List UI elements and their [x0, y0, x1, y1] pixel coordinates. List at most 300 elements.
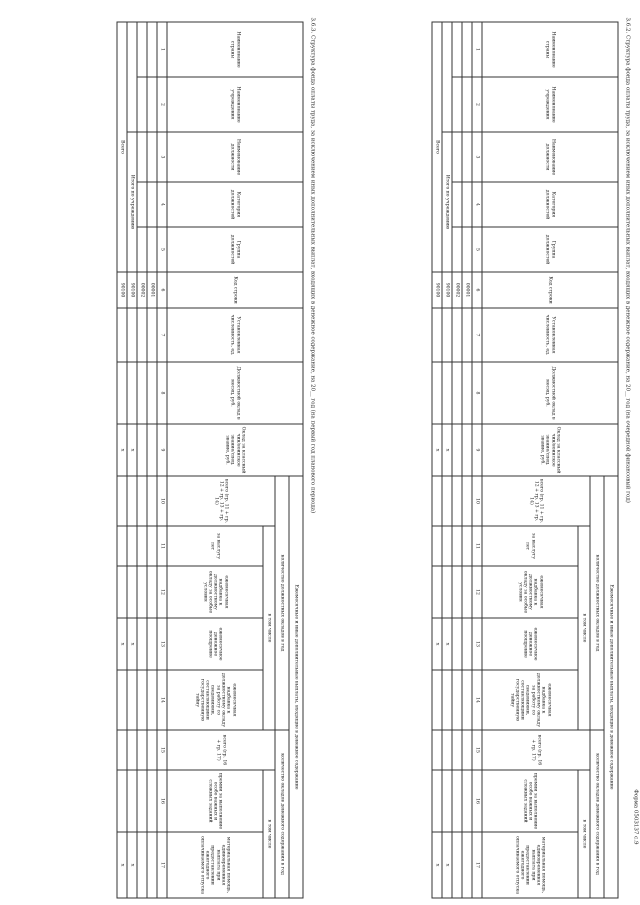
header-c13 — [482, 618, 578, 670]
column-number — [157, 730, 167, 770]
header-c4 — [482, 182, 618, 227]
column-number — [157, 362, 167, 424]
row-code-text: 00002 — [454, 282, 460, 298]
total-cell — [117, 476, 127, 526]
subtotal-row — [442, 22, 452, 898]
header-c12-text: ежемесячная надбавка к должностному окладу за особые условия — [202, 570, 229, 614]
header-c7-text: Установленная численность, ед. — [545, 314, 556, 356]
total-row — [117, 22, 127, 898]
table-cell — [452, 526, 462, 566]
header-c15-text: всего (гр. 16 + гр. 17) — [531, 734, 542, 766]
subtotal-cell — [442, 670, 452, 730]
table-cell — [462, 182, 472, 227]
total-cell — [432, 424, 442, 476]
subtotal-code — [127, 272, 137, 308]
column-number — [472, 182, 482, 227]
column-numbers-row — [157, 22, 167, 898]
table-cell — [462, 308, 472, 362]
section-1-title: 3.6.2. Структура фонда оплаты труда, за исключением иных дополнительных выплат, входящих в денежное содержание, на 20__ год (на очередной финансовый год) — [624, 17, 631, 503]
subtotal-cell — [442, 362, 452, 424]
header-group-main — [604, 476, 618, 898]
table-cell — [137, 476, 147, 526]
subtotal-code — [442, 272, 452, 308]
header-c10 — [482, 476, 590, 526]
table-cell — [462, 227, 472, 272]
table-cell — [137, 424, 147, 476]
table-cell — [147, 832, 157, 898]
table-cell — [452, 670, 462, 730]
header-c5-text: Группа должностей — [545, 234, 556, 265]
table-cell — [452, 77, 462, 132]
subtotal-cell — [442, 730, 452, 770]
header-c3 — [167, 132, 303, 182]
header-c1-text: Наименование страны — [545, 31, 556, 68]
total-code — [117, 272, 127, 308]
header-c9-text: Оклад за классный чин/воинское звание/спец. звание, руб. — [539, 426, 561, 474]
header-group-amount — [590, 730, 604, 898]
column-number — [157, 22, 167, 77]
table-cell — [452, 476, 462, 526]
row-code — [452, 272, 462, 308]
header-c6 — [167, 272, 303, 308]
column-number — [157, 476, 167, 526]
header-c9 — [167, 424, 303, 476]
total-cell-text: х — [119, 642, 126, 646]
header-c17-text: материальная помощь, единовременная выплата при предоставлении ежегодного оплачиваемого отпуска — [199, 836, 231, 894]
column-number-text: 8 — [474, 391, 480, 395]
header-c8-text: Должностной оклад в месяц, руб. — [230, 366, 241, 420]
header-c10-text: всего (гр. 11 + гр. 12 + гр. 13 + гр. 14) — [213, 479, 229, 523]
header-c13-text: ежемесячное денежное поощрение — [522, 627, 538, 661]
column-number-text: 17 — [159, 862, 165, 868]
column-number-text: 15 — [159, 747, 165, 753]
column-number — [472, 832, 482, 898]
column-number-text: 13 — [474, 641, 480, 647]
table-cell — [462, 770, 472, 832]
table-row — [462, 22, 472, 898]
column-number-text: 11 — [159, 543, 165, 549]
header-c16 — [482, 770, 578, 832]
table-cell — [462, 730, 472, 770]
total-label — [432, 22, 442, 272]
subtotal-cell — [127, 730, 137, 770]
header-c2-text: Наименование учреждения — [230, 86, 241, 123]
header-c11 — [167, 526, 263, 566]
subtotal-cell — [127, 526, 137, 566]
header-group-count — [275, 476, 289, 730]
header-c14-text: ежемесячная надбавка к должностному окладу за работу со сведениями, составляющими государственную тайну — [509, 672, 552, 728]
row-code — [147, 272, 157, 308]
total-cell — [432, 362, 442, 424]
column-number — [157, 832, 167, 898]
table-cell — [147, 476, 157, 526]
header-c15 — [167, 730, 275, 770]
total-cell — [117, 424, 127, 476]
column-number-text: 5 — [474, 248, 480, 251]
header-c16 — [167, 770, 263, 832]
column-numbers-row — [472, 22, 482, 898]
total-cell — [117, 730, 127, 770]
column-number — [157, 272, 167, 308]
header-row — [604, 22, 618, 898]
table-cell — [137, 770, 147, 832]
column-number — [472, 566, 482, 618]
total-label-text: Всего — [434, 140, 440, 154]
header-c3-text: Наименование должности — [230, 138, 241, 176]
table-cell — [452, 182, 462, 227]
table-cell — [147, 308, 157, 362]
header-c9-text: Оклад за классный чин/воинское звание/спец. звание, руб. — [224, 426, 246, 474]
column-number-text: 8 — [159, 391, 165, 395]
page-content — [1, 0, 640, 894]
table-cell — [452, 227, 462, 272]
column-number-text: 7 — [474, 333, 480, 337]
table-cell — [462, 832, 472, 898]
header-c1 — [167, 22, 303, 77]
total-cell — [117, 670, 127, 730]
header-c14 — [482, 670, 578, 730]
header-c2-text: Наименование учреждения — [545, 86, 556, 123]
column-number — [157, 227, 167, 272]
header-c16-text: премии за выполнение особо важных и сложных заданий — [522, 772, 538, 830]
section-2-title: 3.6.3. Структура фонда оплаты труда, за исключением иных дополнительных выплат, входящих в денежное содержание, на 20__ год (на первый год планового периода) — [309, 17, 316, 514]
header-c1 — [482, 22, 618, 77]
table-cell — [462, 132, 472, 182]
column-number-text: 15 — [474, 747, 480, 753]
table-cell — [452, 770, 462, 832]
header-group-amount-text: количество окладов денежного содержания в год — [594, 753, 600, 875]
column-number — [157, 132, 167, 182]
header-c16-text: премии за выполнение особо важных и сложных заданий — [207, 772, 223, 830]
form-number: Форма 0503137 с.9 — [632, 789, 639, 845]
header-c17-text: материальная помощь, единовременная выплата при предоставлении ежегодного оплачиваемого отпуска — [514, 836, 546, 894]
total-cell — [432, 308, 442, 362]
subtotal-label — [127, 132, 137, 272]
header-count-sub-text: в том числе — [581, 613, 587, 643]
header-c11 — [482, 526, 578, 566]
subtotal-cell-text: х — [444, 642, 451, 646]
total-cell — [117, 832, 127, 898]
column-number-text: 16 — [474, 798, 480, 804]
total-cell-text: х — [434, 642, 441, 646]
column-number-text: 11 — [474, 543, 480, 549]
table-cell — [462, 476, 472, 526]
column-number — [472, 22, 482, 77]
column-number-text: 9 — [474, 448, 480, 452]
column-number — [157, 77, 167, 132]
subtotal-cell — [127, 618, 137, 670]
column-number-text: 5 — [159, 248, 165, 251]
header-count-sub-text: в том числе — [266, 613, 272, 643]
column-number-text: 10 — [159, 498, 165, 504]
header-group-amount — [275, 730, 289, 898]
table-cell — [452, 730, 462, 770]
header-group-count-text: количество должностных окладов в год — [279, 554, 285, 652]
table-cell — [137, 618, 147, 670]
row-code — [137, 272, 147, 308]
column-number-text: 4 — [159, 203, 165, 206]
column-number-text: 6 — [474, 288, 480, 292]
subtotal-label — [442, 132, 452, 272]
column-number — [472, 132, 482, 182]
column-number-text: 14 — [474, 697, 480, 703]
total-cell-text: х — [119, 863, 126, 867]
header-c7-text: Установленная численность, ед. — [230, 314, 241, 356]
header-c17 — [167, 832, 263, 898]
subtotal-cell — [442, 308, 452, 362]
table-cell — [137, 22, 147, 77]
table-cell — [147, 182, 157, 227]
rotated-page — [1, 0, 640, 894]
table-cell — [137, 526, 147, 566]
header-amount-sub-text: в том числе — [266, 819, 272, 849]
subtotal-cell — [127, 670, 137, 730]
subtotal-cell — [127, 832, 137, 898]
table-cell — [452, 22, 462, 77]
column-number — [472, 526, 482, 566]
column-number — [472, 730, 482, 770]
subtotal-cell — [442, 770, 452, 832]
column-number — [157, 308, 167, 362]
header-c8 — [482, 362, 618, 424]
table-cell — [452, 362, 462, 424]
column-number — [472, 308, 482, 362]
table-cell — [452, 566, 462, 618]
column-number-text: 3 — [474, 155, 480, 159]
table-cell — [452, 424, 462, 476]
column-number — [472, 770, 482, 832]
header-c4 — [167, 182, 303, 227]
header-c3-text: Наименование должности — [545, 138, 556, 176]
header-c10-text: всего (гр. 11 + гр. 12 + гр. 13 + гр. 14) — [528, 479, 544, 523]
table-cell — [452, 832, 462, 898]
table-cell — [147, 618, 157, 670]
table-cell — [462, 77, 472, 132]
subtotal-label-text: Итого по учреждению — [444, 174, 450, 230]
table-cell — [147, 670, 157, 730]
column-number-text: 4 — [474, 203, 480, 206]
header-c8-text: Должностной оклад в месяц, руб. — [545, 366, 556, 420]
header-c4-text: Категория должностей — [545, 189, 556, 220]
column-number — [472, 670, 482, 730]
table-cell — [147, 730, 157, 770]
header-amount-sub — [578, 770, 590, 898]
total-cell — [432, 618, 442, 670]
subtotal-row — [127, 22, 137, 898]
header-c5-text: Группа должностей — [230, 234, 241, 265]
table-cell — [462, 618, 472, 670]
header-c15 — [482, 730, 590, 770]
subtotal-code-text: 90100 — [444, 282, 450, 298]
table-cell — [147, 770, 157, 832]
table-cell — [147, 566, 157, 618]
subtotal-blank — [127, 22, 137, 132]
column-number — [157, 770, 167, 832]
header-c8 — [167, 362, 303, 424]
header-group-count — [590, 476, 604, 730]
total-code-text: 90100 — [434, 282, 440, 298]
row-code-text: 00002 — [139, 282, 145, 298]
subtotal-cell — [127, 424, 137, 476]
subtotal-cell — [442, 526, 452, 566]
table-cell — [462, 526, 472, 566]
header-c4-text: Категория должностей — [230, 189, 241, 220]
column-number-text: 12 — [474, 589, 480, 595]
subtotal-cell-text: х — [129, 642, 136, 646]
column-number-text: 3 — [159, 155, 165, 159]
subtotal-cell-text: х — [129, 448, 136, 452]
table-cell — [147, 227, 157, 272]
table-cell — [137, 670, 147, 730]
table-cell — [137, 182, 147, 227]
header-count-sub — [578, 526, 590, 730]
header-c11-text: за выслугу лет — [210, 532, 221, 560]
column-number-text: 14 — [159, 697, 165, 703]
column-number-text: 16 — [159, 798, 165, 804]
column-number-text: 17 — [474, 862, 480, 868]
header-c6 — [482, 272, 618, 308]
column-number — [472, 227, 482, 272]
column-number — [472, 424, 482, 476]
subtotal-cell-text: х — [129, 863, 136, 867]
column-number — [472, 362, 482, 424]
total-cell — [117, 566, 127, 618]
subtotal-code-text: 90100 — [129, 282, 135, 298]
section-1-table — [432, 22, 619, 899]
header-c9 — [482, 424, 618, 476]
total-cell — [432, 770, 442, 832]
header-c6-text: Код строки — [232, 276, 238, 304]
column-number — [472, 272, 482, 308]
column-number — [157, 618, 167, 670]
column-number — [472, 618, 482, 670]
subtotal-cell — [127, 362, 137, 424]
header-c12 — [482, 566, 578, 618]
table-cell — [462, 424, 472, 476]
total-cell — [432, 730, 442, 770]
table-cell — [147, 77, 157, 132]
subtotal-cell — [127, 770, 137, 832]
subtotal-label-text: Итого по учреждению — [129, 174, 135, 230]
header-c1-text: Наименование страны — [230, 31, 241, 68]
header-c17 — [482, 832, 578, 898]
header-amount-sub — [263, 770, 275, 898]
table-cell — [137, 566, 147, 618]
table-row — [147, 22, 157, 898]
column-number — [157, 526, 167, 566]
column-number-text: 1 — [474, 48, 480, 51]
total-label — [117, 22, 127, 272]
subtotal-blank — [442, 22, 452, 132]
header-c3 — [482, 132, 618, 182]
header-c15-text: всего (гр. 16 + гр. 17) — [216, 734, 227, 766]
total-code-text: 90100 — [119, 282, 125, 298]
table-cell — [137, 132, 147, 182]
total-cell — [117, 308, 127, 362]
header-c7 — [167, 308, 303, 362]
column-number — [157, 182, 167, 227]
total-cell — [117, 770, 127, 832]
column-number — [157, 670, 167, 730]
subtotal-cell — [442, 476, 452, 526]
header-c11-text: за выслугу лет — [525, 532, 536, 560]
table-cell — [147, 424, 157, 476]
header-c14-text: ежемесячная надбавка к должностному окладу за работу со сведениями, составляющими государственную тайну — [194, 672, 237, 728]
table-row — [452, 22, 462, 898]
header-c2 — [167, 77, 303, 132]
table-cell — [462, 22, 472, 77]
column-number-text: 2 — [474, 103, 480, 106]
total-cell — [432, 476, 442, 526]
table-cell — [462, 670, 472, 730]
column-number — [472, 476, 482, 526]
column-number — [157, 566, 167, 618]
column-number-text: 2 — [159, 103, 165, 106]
table-cell — [452, 132, 462, 182]
column-number-text: 13 — [159, 641, 165, 647]
table-cell — [147, 362, 157, 424]
column-number-text: 1 — [159, 48, 165, 51]
total-cell-text: х — [119, 448, 126, 452]
row-code-text: 00001 — [149, 282, 155, 298]
total-cell — [432, 526, 442, 566]
subtotal-cell — [442, 424, 452, 476]
header-count-sub — [263, 526, 275, 730]
header-group-main-text: Ежемесячные и иные дополнительные выплаты, входящие в денежное содержание — [293, 584, 299, 790]
total-label-text: Всего — [119, 140, 125, 154]
header-c10 — [167, 476, 275, 526]
table-cell — [462, 362, 472, 424]
header-row — [289, 22, 303, 898]
row-code-text: 00001 — [464, 282, 470, 298]
header-c13-text: ежемесячное денежное поощрение — [207, 627, 223, 661]
table-cell — [462, 566, 472, 618]
table-cell — [137, 832, 147, 898]
table-cell — [147, 132, 157, 182]
total-cell — [432, 832, 442, 898]
header-c6-text: Код строки — [547, 276, 553, 304]
table-cell — [137, 362, 147, 424]
table-cell — [147, 22, 157, 77]
header-group-count-text: количество должностных окладов в год — [594, 554, 600, 652]
table-cell — [452, 618, 462, 670]
total-code — [432, 272, 442, 308]
column-number-text: 12 — [159, 589, 165, 595]
total-cell — [432, 670, 442, 730]
column-number-text: 10 — [474, 498, 480, 504]
subtotal-cell — [442, 618, 452, 670]
column-number-text: 9 — [159, 448, 165, 452]
header-c5 — [482, 227, 618, 272]
total-cell — [432, 566, 442, 618]
table-cell — [137, 77, 147, 132]
header-c7 — [482, 308, 618, 362]
table-cell — [137, 227, 147, 272]
column-number-text: 7 — [159, 333, 165, 337]
table-cell — [137, 308, 147, 362]
table-cell — [137, 730, 147, 770]
subtotal-cell — [127, 476, 137, 526]
header-c12 — [167, 566, 263, 618]
section-2-table — [117, 22, 304, 899]
total-row — [432, 22, 442, 898]
column-number — [157, 424, 167, 476]
header-c5 — [167, 227, 303, 272]
row-code — [462, 272, 472, 308]
header-c13 — [167, 618, 263, 670]
column-number-text: 6 — [159, 288, 165, 292]
header-c14 — [167, 670, 263, 730]
